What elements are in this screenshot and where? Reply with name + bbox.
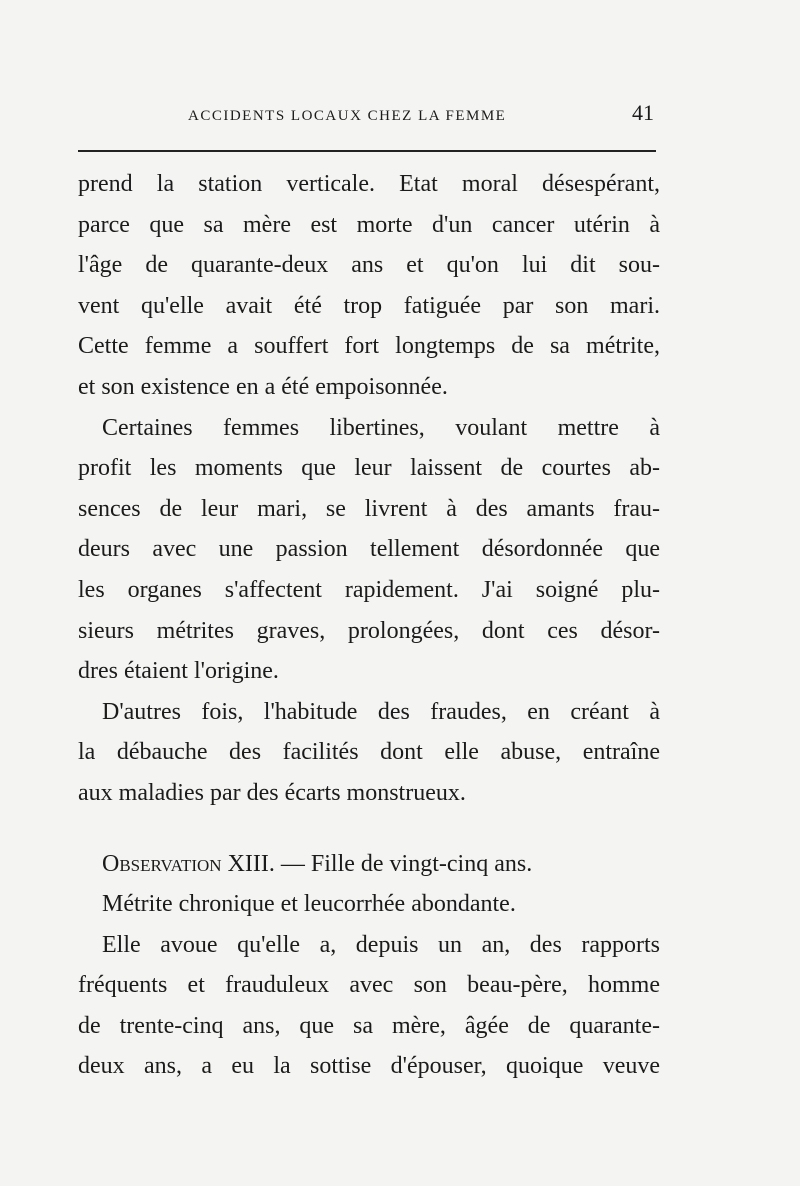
- header-rule: [78, 150, 656, 152]
- page-number: 41: [632, 100, 654, 125]
- paragraph-2: [78, 408, 660, 692]
- text-line: Certaines femmes libertines, voulant mettre à: [102, 414, 660, 441]
- observation-title: — Fille de vingt-cinq ans.: [280, 850, 533, 877]
- text-line: et son existence en a été empoisonnée.: [78, 373, 448, 400]
- text-line: deurs avec une passion tellement désordonnée que: [78, 536, 660, 563]
- text-line: parce que sa mère est morte d'un cancer utérin à: [78, 211, 660, 238]
- text-line: de trente-cinq ans, que sa mère, âgée de quarante-: [78, 1012, 660, 1039]
- observation-subtitle: Métrite chronique et leucorrhée abondante.: [102, 891, 516, 918]
- observation-number: XIII.: [227, 850, 275, 877]
- page-header: [78, 100, 658, 130]
- text-line: vent qu'elle avait été trop fatiguée par son mari.: [78, 292, 660, 319]
- section-gap: [78, 814, 660, 844]
- text-line: sieurs métrites graves, prolongées, dont ces désor-: [78, 617, 660, 644]
- paragraph-1: [78, 164, 660, 408]
- text-line: dres étaient l'origine.: [78, 658, 279, 685]
- text-line: profit les moments que leur laissent de courtes ab-: [78, 455, 660, 482]
- text-line: fréquents et frauduleux avec son beau-père, homme: [78, 972, 660, 999]
- text-line: les organes s'affectent rapidement. J'ai soigné plu-: [78, 576, 660, 603]
- text-line: l'âge de quarante-deux ans et qu'on lui dit sou-: [78, 252, 660, 279]
- observation-heading: [78, 844, 660, 885]
- text-line: sences de leur mari, se livrent à des amants frau-: [78, 495, 660, 522]
- paragraph-4: [78, 925, 660, 1087]
- observation-label: Observation: [102, 850, 222, 877]
- text-line: deux ans, a eu la sottise d'épouser, quoique veuve: [78, 1053, 660, 1080]
- text-line: prend la station verticale. Etat moral désespérant,: [78, 171, 660, 197]
- paragraph-3: [78, 692, 660, 814]
- text-line: D'autres fois, l'habitude des fraudes, en créant à: [102, 698, 660, 725]
- observation-block: [78, 844, 660, 925]
- body-text: [78, 164, 660, 1087]
- text-line: aux maladies par des écarts monstrueux.: [78, 779, 466, 806]
- text-line: la débauche des facilités dont elle abuse, entraîne: [78, 739, 660, 766]
- text-line: Elle avoue qu'elle a, depuis un an, des rapports: [102, 931, 660, 958]
- running-head: ACCIDENTS LOCAUX CHEZ LA FEMME: [188, 108, 507, 124]
- text-line: Cette femme a souffert fort longtemps de sa métrite,: [78, 333, 660, 360]
